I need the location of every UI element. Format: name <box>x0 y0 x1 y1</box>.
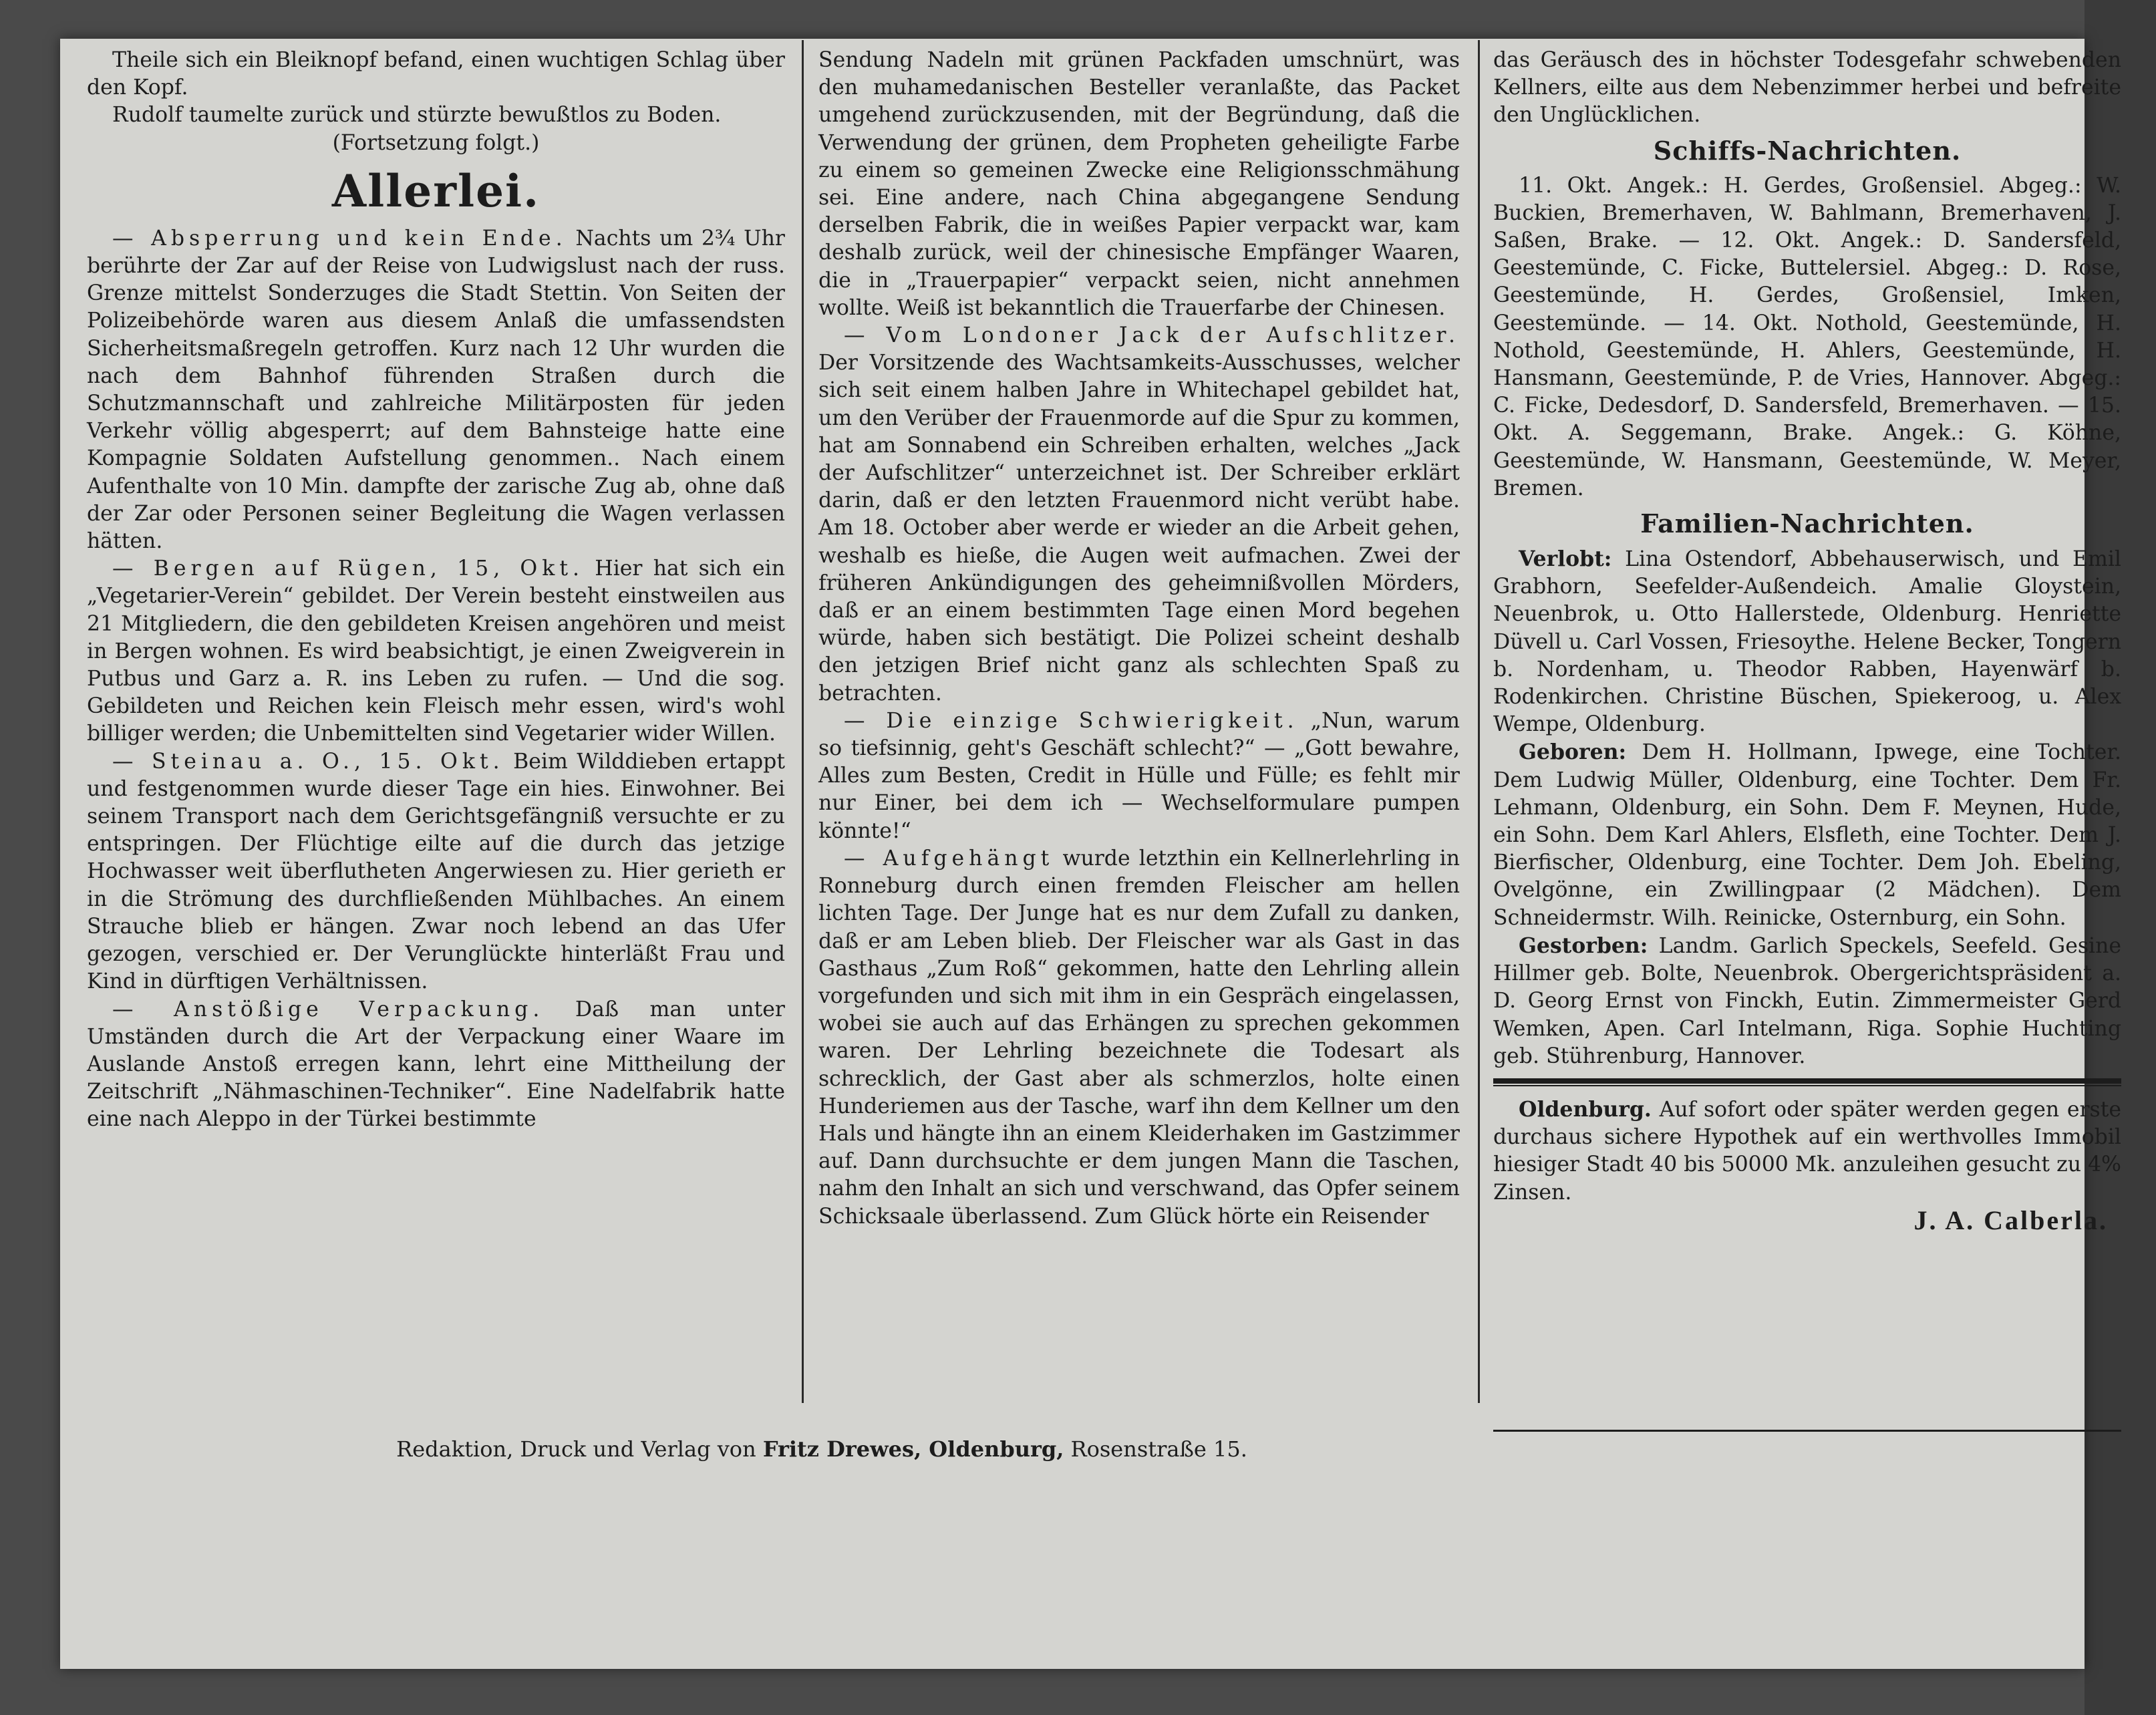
article <box>818 708 1460 845</box>
article-text: Nachts um 2¾ Uhr berührte der Zar auf der Reise von Ludwigslust nach der russ. Grenze mittelst Sonderzuges die Stadt Stettin. Von Seiten der Polizeibehörde waren aus diesem Anlaß die umfassendsten Sicherheitsmaßregeln getroffen. Kurz nach 12 Uhr wurden die nach dem Bahnhof führenden Straßen durch die Schutzmannschaft und zahlreiche Militärposten für jeden Verkehr völlig abgesperrt; auf dem Bahnsteige hatte eine Kompagnie Soldaten Aufstellung genommen.. Nach einem Aufenthalte von 10 Min. dampfte der zarische Zug ab, ohne daß der Zar oder Personen seiner Begleitung die Wagen verlassen hätten. <box>87 226 785 554</box>
article <box>87 996 785 1134</box>
column-2 <box>818 47 1460 1231</box>
column-3 <box>1493 47 2121 1234</box>
article-continuation: das Geräusch des in höchster Todesgefahr schwebenden Kellners, eilte aus dem Nebenzimmer herbei und befreite den Unglücklichen. <box>1493 48 2121 128</box>
article-continuation: Sendung Nadeln mit grünen Packfaden umschnürt, was den muhamedanischen Besteller veranlaßte, das Packet umgehend zurückzusenden, mit der Begründung, daß die Verwendung der grünen, dem Propheten geheiligte Farbe zu einem so gemeinen Zwecke eine Religionsschmähung sei. Eine andere, nach China abgegangene Sendung derselben Fabrik, die in weißes Papier verpackt war, kam deshalb zurück, weil der chinesische Empfänger Waaren, die in „Trauerpapier“ verpackt seien, nicht annehmen wollte. Weiß ist bekanntlich die Trauerfarbe der Chinesen. <box>818 48 1460 320</box>
article-text: Hier hat sich ein „Vegetarier-Verein“ gebildet. Der Verein besteht einstweilen aus 21 Mitgliedern, die den gebildeten Kreisen angehören und meist in Bergen wohnen. Es wird beabsichtigt, je einen Zweigverein in Putbus und Garz a. R. ins Leben zu rufen. — Und die sog. Gebildeten und Reichen kein Fleisch mehr essen, wird's wohl billiger werden; die Unbemittelten sind Vegetarier wider Willen. <box>87 557 786 746</box>
column-rule <box>802 40 804 1403</box>
article <box>818 322 1460 708</box>
entry-label: Geboren: <box>1519 740 1627 765</box>
entry-text: Lina Ostendorf, Abbehauserwisch, und Emil Grabhorn, Seefelder-Außendeich. Amalie Gloystein, Neuenbrok, u. Otto Hallerstede, Oldenburg. Henriette Düvell u. Carl Vossen, Friesoythe. Helene Becker, Tongern b. Nordenham, u. Theodor Rabben, Hayenwärf b. Rodenkirchen. Christine Büschen, Spiekeroog, u. Alex Wempe, Oldenburg. <box>1493 547 2121 737</box>
family-entry <box>1493 738 2121 931</box>
article-text: Beim Wilddieben ertappt und festgenommen wurde dieser Tage ein hies. Einwohner. Bei seinem Transport nach dem Gerichtsgefängniß versuchte er zu entspringen. Der Flüchtige eilte auf die durch das jetzige Hochwasser weit überflutheten Angerwiesen zu. Hier gerieth er in die Strömung des durchfließenden Mühlbaches. An einem Strauche blieb er hängen. Zwar noch lebend an das Ufer gezogen, verschied er. Der Verunglückte hinterläßt Frau und Kind in dürftigen Verhältnissen. <box>87 749 785 994</box>
article-title: — Absperrung und kein Ende. <box>112 226 567 251</box>
ship-news: 11. Okt. Angek.: H. Gerdes, Großensiel. Abgeg.: W. Buckien, Bremerhaven, W. Bahlmann, Bremerhaven, J. Saßen, Brake. — 12. Okt. Angek.: D. Sandersfeld, Geestemünde, C. Ficke, Buttelersiel. Abgeg.: D. Rose, Geestemünde, H. Gerdes, Großensiel, Imken, Geestemünde. — 14. Okt. Nothold, Geestemünde, H. Nothold, Geestemünde, H. Ahlers, Geestemünde, H. Hansmann, Geestemünde, P. de Vries, Hannover. Abgeg.: C. Ficke, Dedesdorf, D. Sandersfeld, Bremerhaven. — 15. Okt. A. Seggemann, Brake. Angek.: G. Köhne, Geestemünde, W. Hansmann, Geestemünde, W. Meyer, Bremen. <box>1493 173 2121 500</box>
article-title: — Die einzige Schwierigkeit. <box>844 708 1299 733</box>
article-text: Der Vorsitzende des Wachtsamkeits-Ausschusses, welcher sich seit einem halben Jahre in Whitechapel gebildet hat, um den Verüber der Frauenmorde auf die Spur zu kommen, hat am Sonnabend ein Schreiben erhalten, welches „Jack der Aufschlitzer“ unterzeichnet ist. Der Schreiber erklärt darin, daß er den letzten Frauenmord nicht verübt habe. Am 18. October aber werde er wieder an die Arbeit gehen, weshalb es hieße, die Augen weit aufmachen. Zwei der früheren Ankündigungen des geheimnißvollen Mörders, daß er an einem bestimmten Tage einen Mord begehen würde, haben sich bestätigt. Die Polizei scheint deshalb den jetzigen Brief nicht ganz als schlechten Spaß zu betrachten. <box>818 351 1460 706</box>
article-title: — Vom Londoner Jack der Aufschlitzer. <box>844 323 1460 348</box>
entry-label: Gestorben: <box>1519 933 1648 958</box>
publisher-name: Fritz Drewes, Oldenburg, <box>762 1436 1064 1462</box>
section-heading-ships: Schiffs-Nachrichten. <box>1653 135 1962 166</box>
column-1 <box>87 47 785 1134</box>
ad-rule <box>1493 1085 2121 1086</box>
article-title: — Aufgehängt <box>844 846 1054 871</box>
ad-rule <box>1493 1078 2121 1084</box>
article-text: „Nun, warum so tiefsinnig, geht's Geschäft schlecht?“ — „Gott bewahre, Alles zum Besten, Credit in Hülle und Fülle; es fehlt mir nur Einer, bei dem ich — Wechselformulare pumpen könnte!“ <box>818 708 1460 843</box>
ad-label: Oldenburg. <box>1519 1096 1652 1122</box>
story-continuation: Theile sich ein Bleiknopf befand, einen wuchtigen Schlag über den Kopf. <box>87 48 785 100</box>
continuation-note: (Fortsetzung folgt.) <box>332 130 540 155</box>
entry-label: Verlobt: <box>1519 547 1612 572</box>
entry-text: Landm. Garlich Speckels, Seefeld. Gesine Hillmer geb. Bolte, Neuenbrok. Obergerichtspräsident a. D. Georg Ernst von Finckh, Eutin. Zimmermeister Gerd Wemken, Apen. Carl Intelmann, Riga. Sophie Huchting geb. Stührenburg, Hannover. <box>1493 933 2122 1068</box>
entry-text: Dem H. Hollmann, Ipwege, eine Tochter. Dem Ludwig Müller, Oldenburg, eine Tochter. Dem Fr. Lehmann, Oldenburg, ein Sohn. Dem F. Meynen, Hude, ein Sohn. Dem Karl Ahlers, Elsfleth, eine Tochter. Dem J. Bierfischer, Oldenburg, eine Tochter. Dem Joh. Ebeling, Ovelgönne, ein Zwillingpaar (2 Mädchen). Dem Schneidermstr. Wilh. Reinicke, Osternburg, ein Sohn. <box>1493 740 2121 930</box>
imprint-footer <box>87 1436 1557 1462</box>
column-rule <box>1478 40 1480 1403</box>
article-title: — Anstößige Verpackung. <box>112 997 545 1022</box>
story-ending: Rudolf taumelte zurück und stürzte bewußtlos zu Boden. <box>112 103 722 128</box>
bottom-rule <box>1493 1430 2121 1432</box>
family-entry <box>1493 932 2121 1070</box>
section-heading-family: Familien-Nachrichten. <box>1640 508 1974 539</box>
article-text: wurde letzthin ein Kellnerlehrling in Ronneburg durch einen fremden Fleischer am hellen lichten Tage. Der Junge hat es nur dem Zufall zu danken, daß er am Leben blieb. Der Fleischer war als Gast in das Gasthaus „Zum Roß“ gekommen, hatte den Lehrling allein vorgefunden und sich mit ihm in ein Gespräch eingelassen, wobei sie auch auf das Erhängen zu sprechen gekommen waren. Der Lehrling bezeichnete die Todesart als schrecklich, der Gast aber als schmerzlos, holte einen Hunderiemen aus der Tasche, warf ihn dem Kellner um den Hals und hängte ihn an einem Kleiderhaken im Gastzimmer auf. Dann durchsuchte er dem jungen Mann die Taschen, nahm den Inhalt an sich und verschwand, das Opfer seinem Schicksaale überlassend. Zum Glück hörte ein Reisender <box>818 846 1460 1229</box>
advertisement <box>1493 1096 2121 1207</box>
article <box>818 845 1460 1231</box>
article <box>87 748 785 996</box>
article-title: — Steinau a. O., 15. Okt. <box>112 749 504 774</box>
ad-text: Auf sofort oder später werden gegen erste durchaus sichere Hypothek auf ein werthvolles Immobil hiesiger Stadt 40 bis 50000 Mk. anzuleihen gesucht zu 4% Zinsen. <box>1493 1097 2122 1205</box>
article-text: Daß man unter Umständen durch die Art der Verpackung einer Waare im Auslande Anstoß erregen kann, lehrt eine Mittheilung der Zeitschrift „Nähmaschinen-Techniker“. Eine Nadelfabrik hatte eine nach Aleppo in der Türkei bestimmte <box>87 997 785 1132</box>
ad-signature: J. A. Calberla. <box>1913 1205 2108 1235</box>
article-title: — Bergen auf Rügen, 15, Okt. <box>112 557 585 581</box>
section-heading-allerlei: Allerlei. <box>331 164 541 217</box>
family-entry <box>1493 545 2121 738</box>
article <box>87 225 785 555</box>
publisher-address: Rosenstraße 15. <box>1070 1436 1247 1462</box>
article <box>87 555 785 748</box>
imprint-prefix: Redaktion, Druck und Verlag von <box>396 1436 756 1462</box>
